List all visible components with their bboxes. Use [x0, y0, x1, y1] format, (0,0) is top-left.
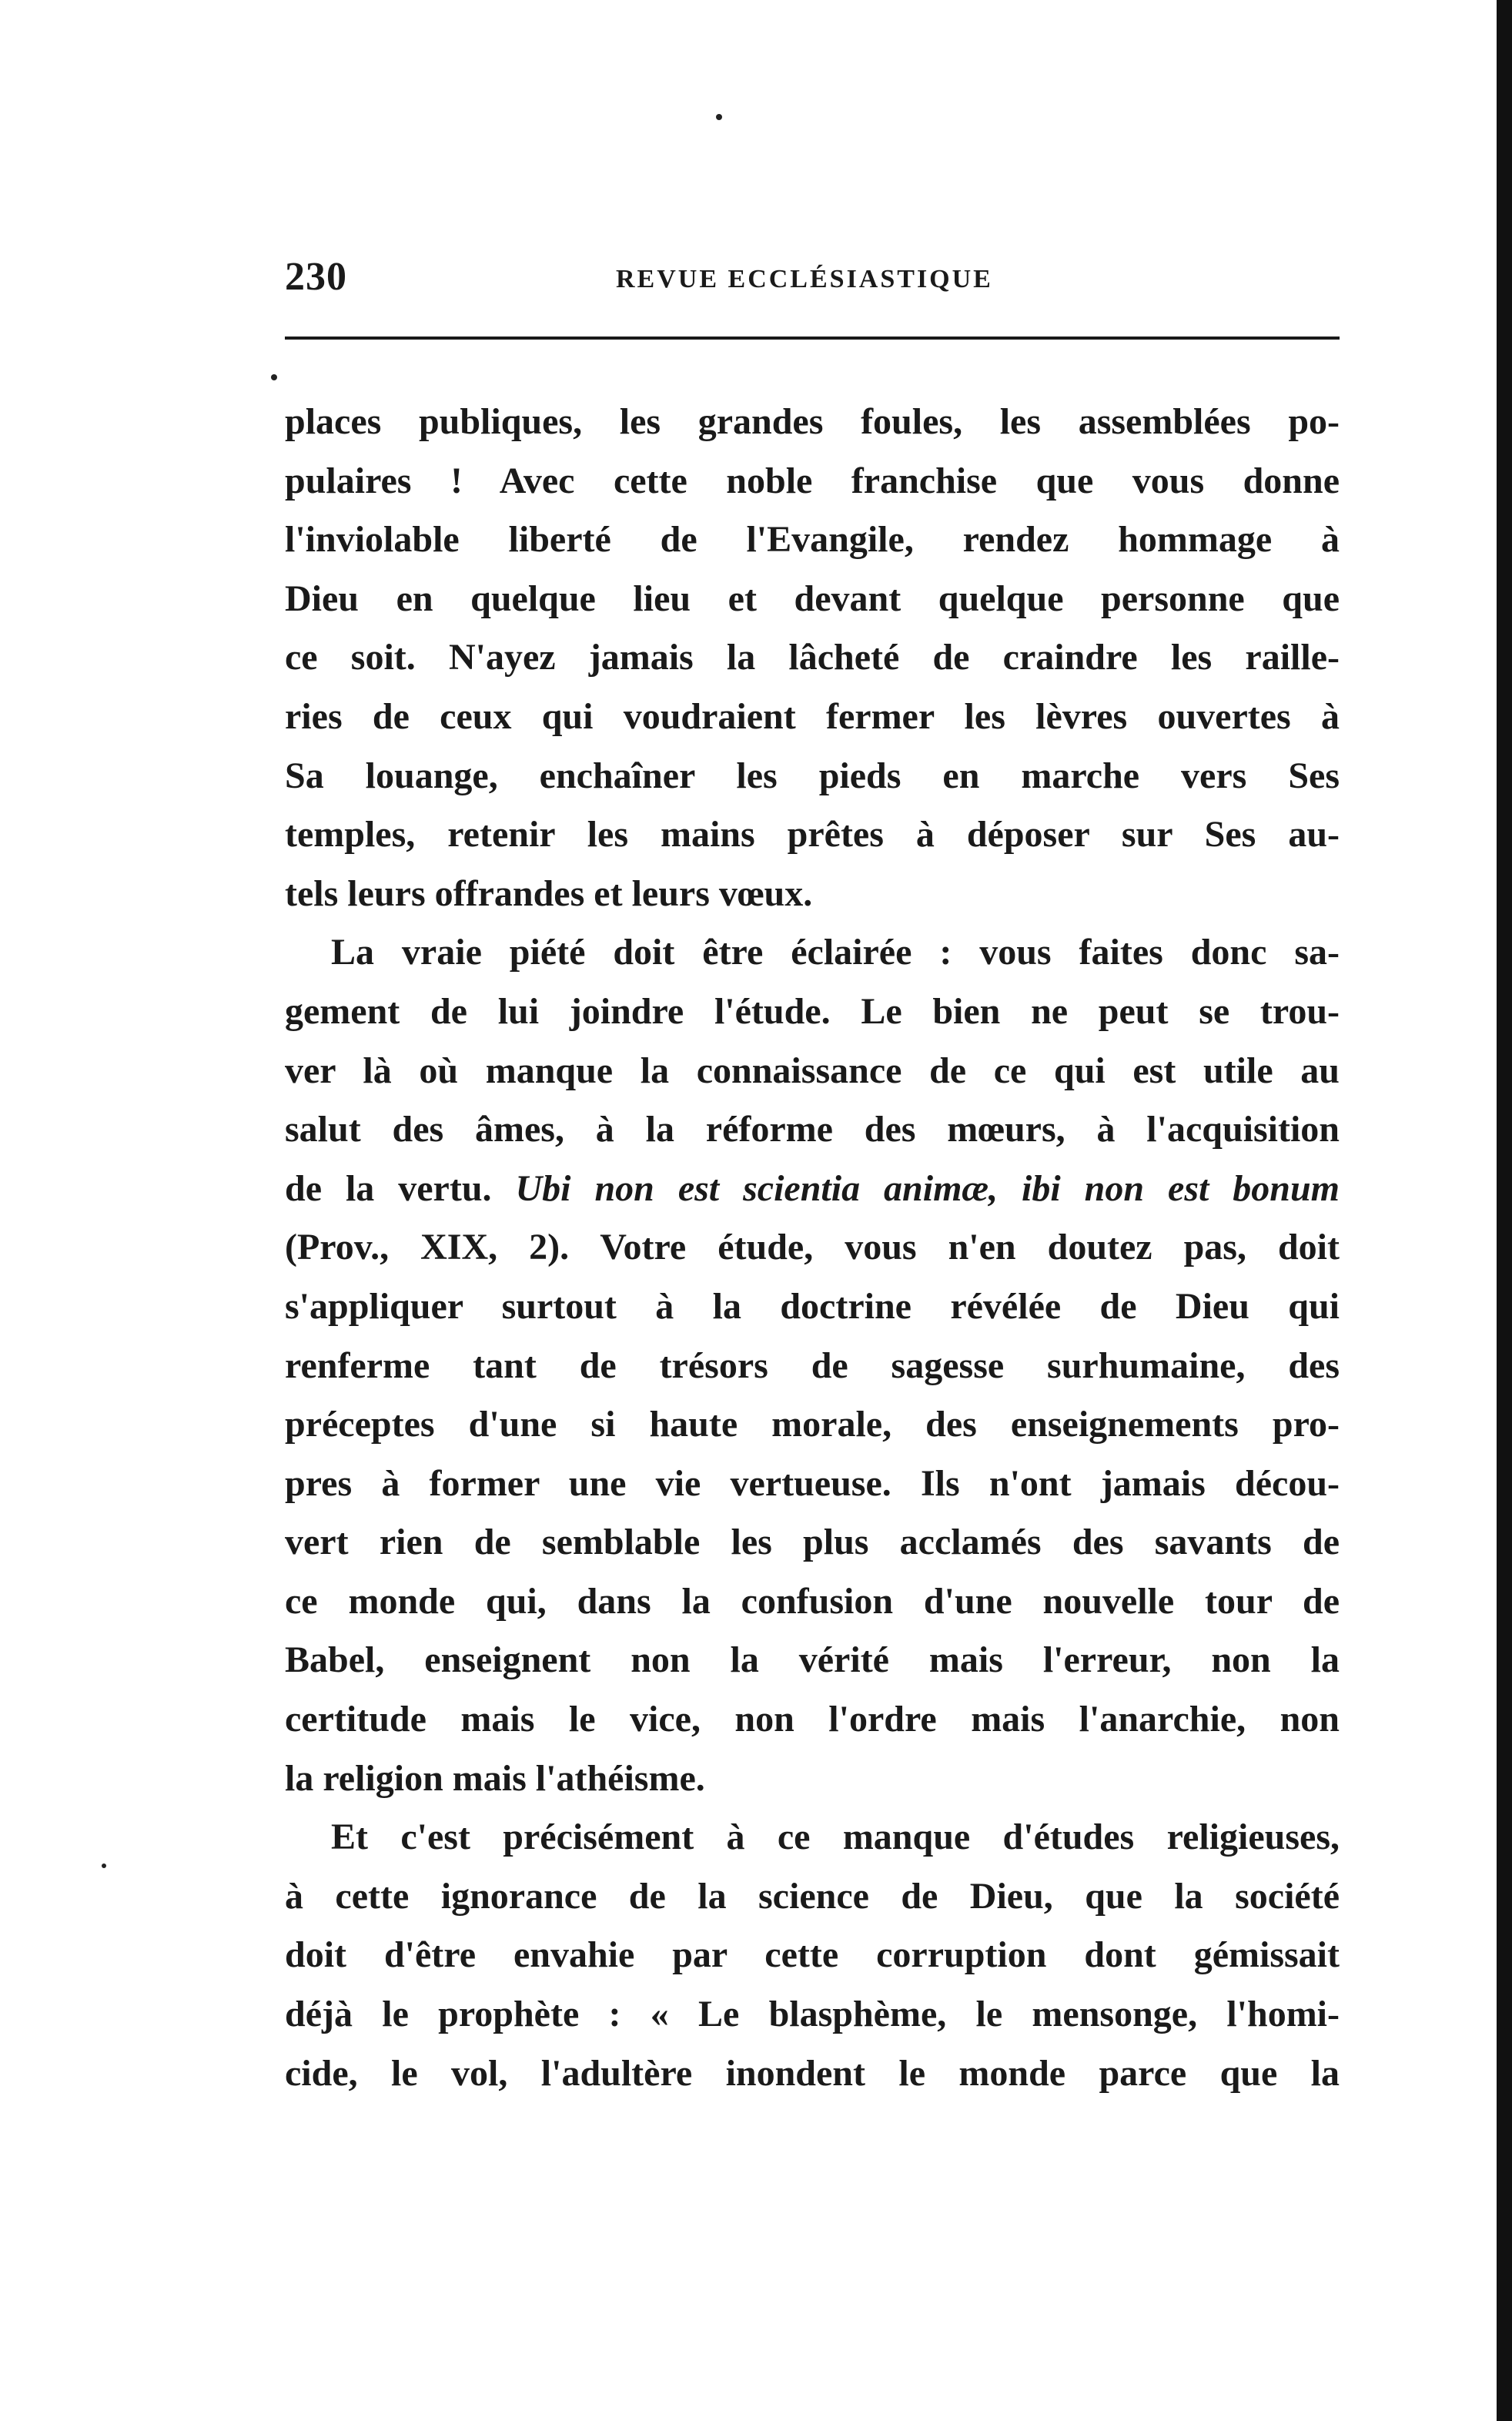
scan-speck [271, 374, 277, 380]
text-line: Dieu en quelque lieu et devant quelque personne que [285, 578, 1340, 619]
text-line: renferme tant de trésors de sagesse surhumaine, des [285, 1344, 1340, 1386]
scan-speck [102, 1863, 106, 1868]
text-line: ce soit. N'ayez jamais la lâcheté de craindre les raille- [285, 637, 1340, 678]
text-line: Babel, enseignent non la vérité mais l'erreur, non la [285, 1639, 1340, 1681]
text-line-with-quote [285, 1160, 1340, 1219]
text-line: cide, le vol, l'adultère inondent le monde parce que la [285, 2052, 1340, 2094]
text-line: Sa louange, enchaîner les pieds en marche vers Ses [285, 755, 1340, 796]
scan-speck [716, 114, 722, 120]
text-fragment: de la vertu. [285, 1167, 492, 1209]
text-line: déjà le prophète : « Le blasphème, le mensonge, l'homi- [285, 1994, 1340, 2035]
latin-quote: Ubi non est scientia animæ, ibi non est bonum [515, 1167, 1340, 1209]
text-line: La vraie piété doit être éclairée : vous faites donc sa- [331, 932, 1340, 973]
text-line: ver là où manque la connaissance de ce qui est utile au [285, 1050, 1340, 1091]
text-line: gement de lui joindre l'étude. Le bien ne peut se trou- [285, 990, 1340, 1032]
page-number: 230 [285, 255, 347, 299]
text-line: pulaires ! Avec cette noble franchise que vous donne [285, 460, 1340, 501]
text-line: Et c'est précisément à ce manque d'études religieuses, [331, 1817, 1340, 1858]
text-line: préceptes d'une si haute morale, des enseignements pro- [285, 1404, 1340, 1445]
text-line: temples, retenir les mains prêtes à déposer sur Ses au- [285, 814, 1340, 856]
running-head [285, 254, 1340, 300]
journal-title: REVUE ECCLÉSIASTIQUE [616, 265, 993, 293]
text-line: à cette ignorance de la science de Dieu, que la société [285, 1875, 1340, 1917]
text-line: tels leurs offrandes et leurs vœux. [285, 872, 813, 914]
header-rule [285, 337, 1340, 340]
text-line: ce monde qui, dans la confusion d'une nouvelle tour de [285, 1580, 1340, 1622]
text-line: s'appliquer surtout à la doctrine révélée de Dieu qui [285, 1285, 1340, 1327]
text-line: la religion mais l'athéisme. [285, 1757, 705, 1799]
text-line: salut des âmes, à la réforme des mœurs, à l'acquisition [285, 1109, 1340, 1150]
text-line: vert rien de semblable les plus acclamés des savants de [285, 1522, 1340, 1563]
text-line: doit d'être envahie par cette corruption dont gémissait [285, 1934, 1340, 1976]
body-text [285, 393, 1340, 2103]
scan-edge-bar [1497, 0, 1512, 2421]
text-line: (Prov., XIX, 2). Votre étude, vous n'en doutez pas, doit [285, 1227, 1340, 1268]
text-line: pres à former une vie vertueuse. Ils n'ont jamais décou- [285, 1462, 1340, 1504]
text-line: l'inviolable liberté de l'Evangile, rendez hommage à [285, 519, 1340, 561]
text-line: places publiques, les grandes foules, les assemblées po- [285, 401, 1340, 442]
text-line: certitude mais le vice, non l'ordre mais l'anarchie, non [285, 1699, 1340, 1740]
text-line: ries de ceux qui voudraient fermer les lèvres ouvertes à [285, 695, 1340, 737]
